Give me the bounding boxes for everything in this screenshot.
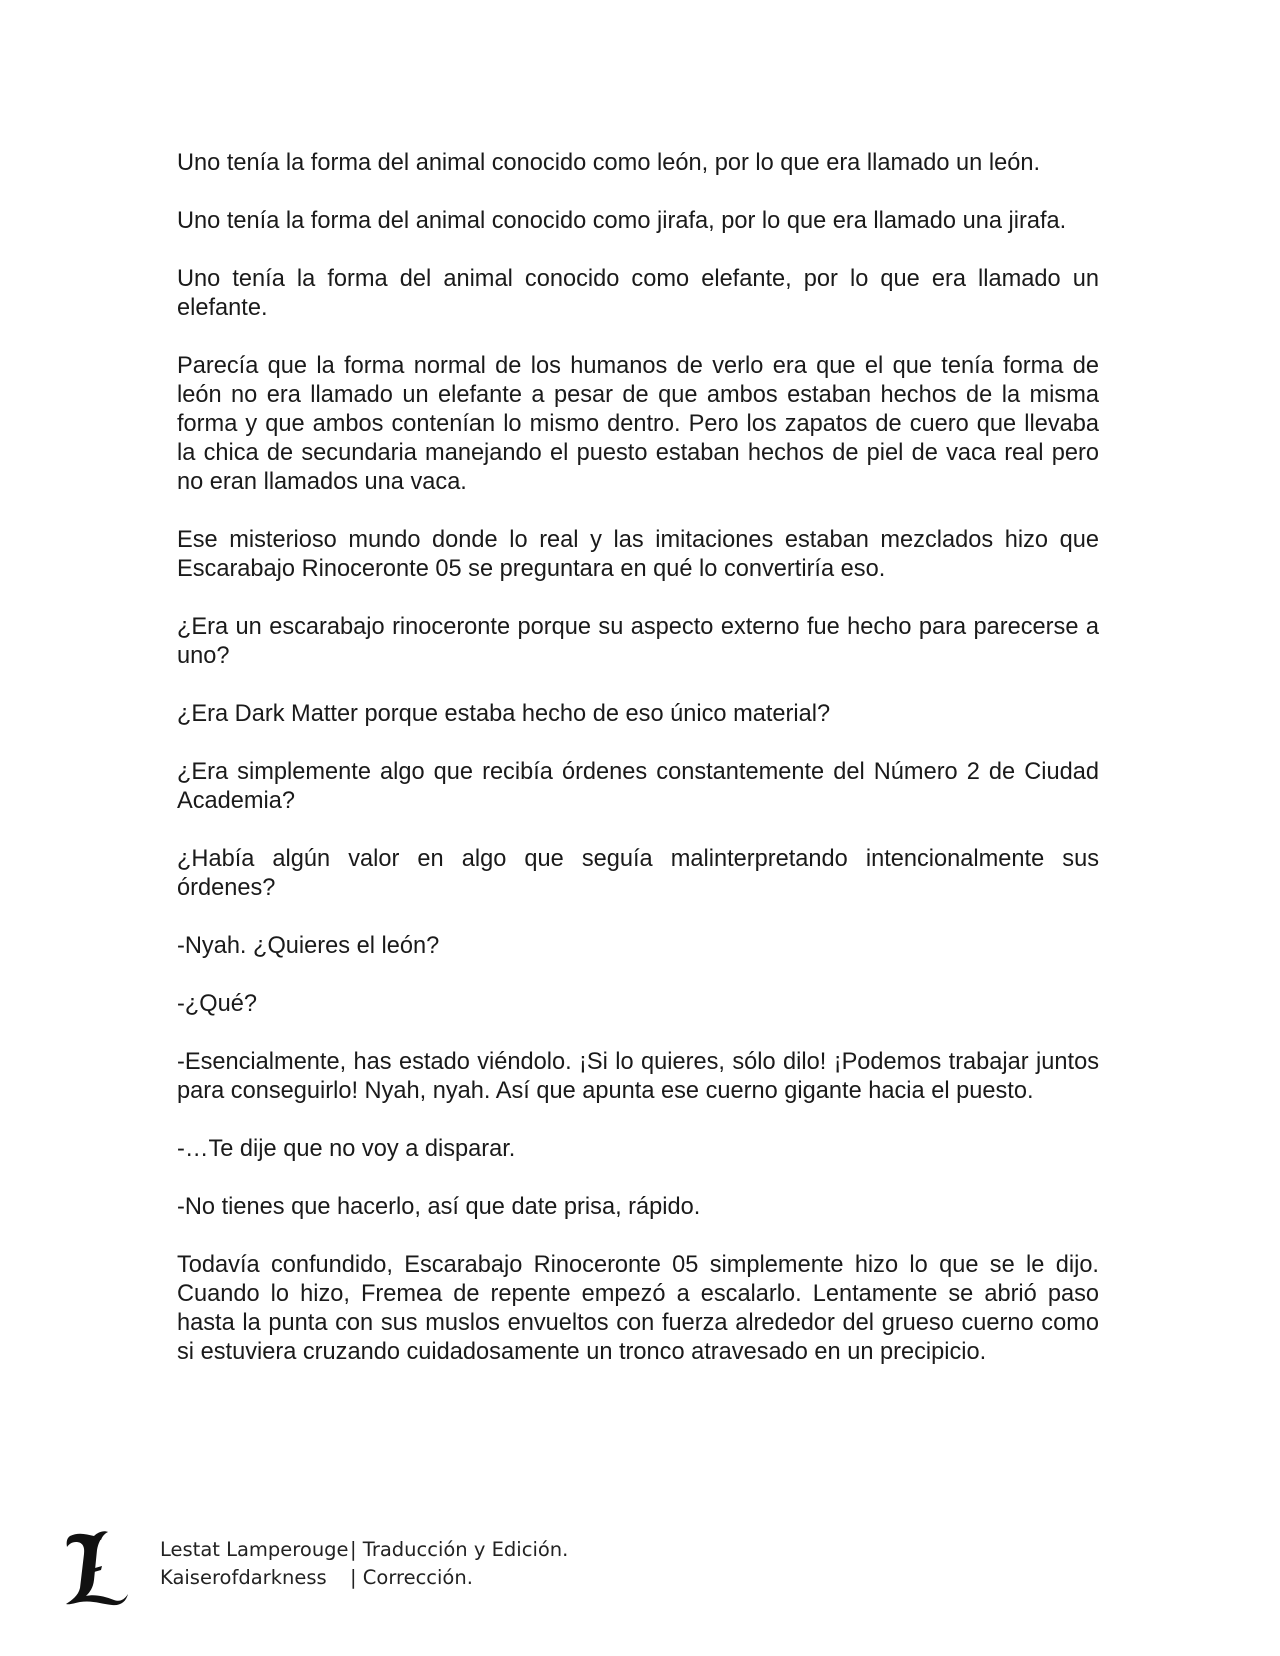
credit-role: | Corrección. xyxy=(350,1566,473,1589)
paragraph: ¿Era Dark Matter porque estaba hecho de eso único material? xyxy=(177,701,831,727)
credit-name: Lestat Lamperouge xyxy=(160,1538,349,1561)
paragraph: -No tienes que hacerlo, así que date prisa, rápido. xyxy=(177,1194,701,1220)
paragraph: -Esencialmente, has estado viéndolo. ¡Si lo quieres, sólo dilo! ¡Podemos trabajar juntos para conseguirlo! Nyah, nyah. Así que apunta ese cuerno gigante hacia el puesto. xyxy=(177,1049,1099,1104)
paragraph: ¿Era un escarabajo rinoceronte porque su aspecto externo fue hecho para parecerse a uno? xyxy=(177,614,1099,669)
paragraph: Parecía que la forma normal de los humanos de verlo era que el que tenía forma de león no era llamado un elefante a pesar de que ambos estaban hechos de la misma forma y que ambos contenían lo mismo dentro. Pero los zapatos de cuero que llevaba la chica de secundaria manejando el puesto estaban hechos de piel de vaca real pero no eran llamados una vaca. xyxy=(177,353,1099,495)
credit-line xyxy=(160,1564,568,1592)
paragraph: Uno tenía la forma del animal conocido como jirafa, por lo que era llamado una jirafa. xyxy=(177,208,1067,234)
credit-line xyxy=(160,1536,568,1564)
paragraph: -¿Qué? xyxy=(177,991,257,1017)
footer xyxy=(64,1530,764,1610)
body-text xyxy=(177,149,1099,1396)
paragraph: Uno tenía la forma del animal conocido como elefante, por lo que era llamado un elefante. xyxy=(177,266,1099,321)
paragraph: Ese misterioso mundo donde lo real y las imitaciones estaban mezclados hizo que Escarabajo Rinoceronte 05 se preguntara en qué lo convertiría eso. xyxy=(177,527,1099,582)
paragraph: Todavía confundido, Escarabajo Rinoceronte 05 simplemente hizo lo que se le dijo. Cuando lo hizo, Fremea de repente empezó a escalarlo. Lentamente se abrió paso hasta la punta con sus muslos envueltos con fuerza alrededor del grueso cuerno como si estuviera cruzando cuidadosamente un tronco atravesado en un precipicio. xyxy=(177,1252,1099,1365)
paragraph: ¿Era simplemente algo que recibía órdenes constantemente del Número 2 de Ciudad Academia? xyxy=(177,759,1099,814)
gothic-letter-l-icon xyxy=(64,1530,130,1606)
paragraph: -Nyah. ¿Quieres el león? xyxy=(177,933,440,959)
credit-role: | Traducción y Edición. xyxy=(350,1538,569,1561)
credits xyxy=(160,1536,568,1592)
paragraph: ¿Había algún valor en algo que seguía malinterpretando intencionalmente sus órdenes? xyxy=(177,846,1099,901)
credit-name: Kaiserofdarkness xyxy=(160,1566,327,1589)
paragraph: -…Te dije que no voy a disparar. xyxy=(177,1136,516,1162)
paragraph: Uno tenía la forma del animal conocido como león, por lo que era llamado un león. xyxy=(177,150,1041,176)
